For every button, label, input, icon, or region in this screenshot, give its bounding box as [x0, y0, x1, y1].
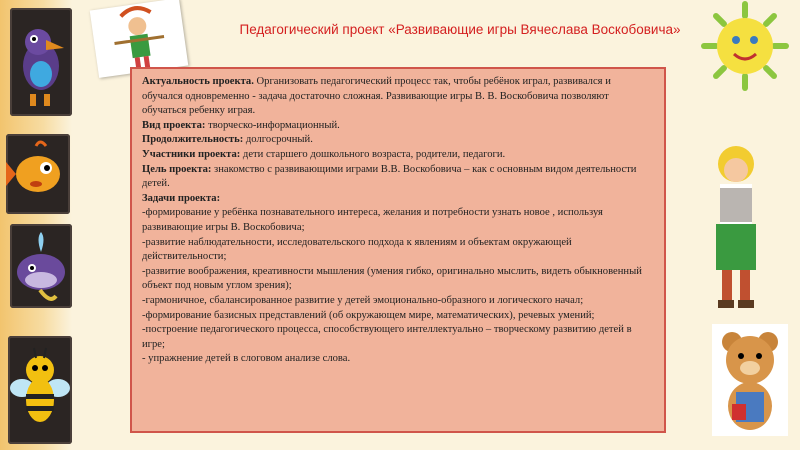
task-item: -гармоничное, сбалансированное развитие у детей эмоционально-образного и логического начал;: [142, 294, 584, 306]
task-item: -формирование у ребёнка познавательного интереса, желания и потребности узнать новое , используя развивающие игры В. Воскобовича;: [142, 207, 603, 233]
participants-value: дети старшего дошкольного возраста, родители, педагоги.: [240, 148, 506, 160]
relevance-label: Актуальность проекта.: [142, 76, 254, 87]
duration-label: Продолжительность:: [142, 134, 244, 146]
page-title: Педагогический проект «Развивающие игры Вячеслава Воскобовича»: [239, 22, 681, 37]
goal-label: Цель проекта:: [142, 163, 212, 175]
goal-line: [142, 163, 654, 192]
project-type-line: [142, 119, 654, 134]
project-description-box: [130, 67, 666, 433]
task-item: -формирование базисных представлений (об окружающем мире, математических), речевых умений;: [142, 309, 595, 321]
relevance-paragraph: [142, 75, 654, 119]
crow-tile: [10, 8, 72, 116]
bear-character-icon: [712, 324, 788, 436]
task-item: -развитие наблюдательности, исследовательского подхода к явлениям и объектам окружающей действительности;: [142, 236, 572, 263]
boy-character-icon: [694, 140, 778, 320]
task-item: - упражнение детей в слоговом анализе слова.: [142, 353, 351, 365]
bee-character-icon: [8, 336, 72, 444]
participants-label: Участники проекта:: [142, 148, 241, 160]
tasks-label: Задачи проекта:: [142, 192, 221, 204]
goldfish-character-icon: [6, 134, 70, 214]
project-type-value: творческо-информационный.: [205, 119, 340, 131]
boy-card: [694, 140, 778, 320]
duration-value: долгосрочный.: [243, 134, 313, 146]
relevance-text: Организовать педагогический процесс так, чтобы ребёнок играл, развивался и обучался одновременно - задача достаточно сложная. Развивающие игры В. В. Воскобовича позволяют обучаться ребенку играя.: [142, 76, 611, 117]
project-type-label: Вид проекта:: [142, 119, 206, 131]
sun-character-icon: [700, 0, 790, 92]
task-item: -развитие воображения, креативности мышления (умения гибко, оригинально мыслить, видеть обыкновенный объект под новым углом зрения);: [142, 265, 642, 292]
bear-card: [712, 324, 788, 436]
bee-tile: [8, 336, 72, 444]
duration-line: [142, 133, 654, 148]
participants-line: [142, 148, 654, 163]
sun-card: [700, 0, 790, 92]
whale-tile: [10, 224, 72, 308]
crow-character-icon: [10, 8, 72, 116]
tasks-heading: [142, 192, 654, 207]
goldfish-tile: [6, 134, 70, 214]
goal-value: знакомство с развивающими играми В.В. Воскобовича – как с основным видом деятельности детей.: [142, 163, 637, 190]
task-item: -построение педагогического процесса, способствующего интеллектуально – творческому развитию детей в игре;: [142, 324, 632, 350]
whale-character-icon: [10, 224, 72, 308]
